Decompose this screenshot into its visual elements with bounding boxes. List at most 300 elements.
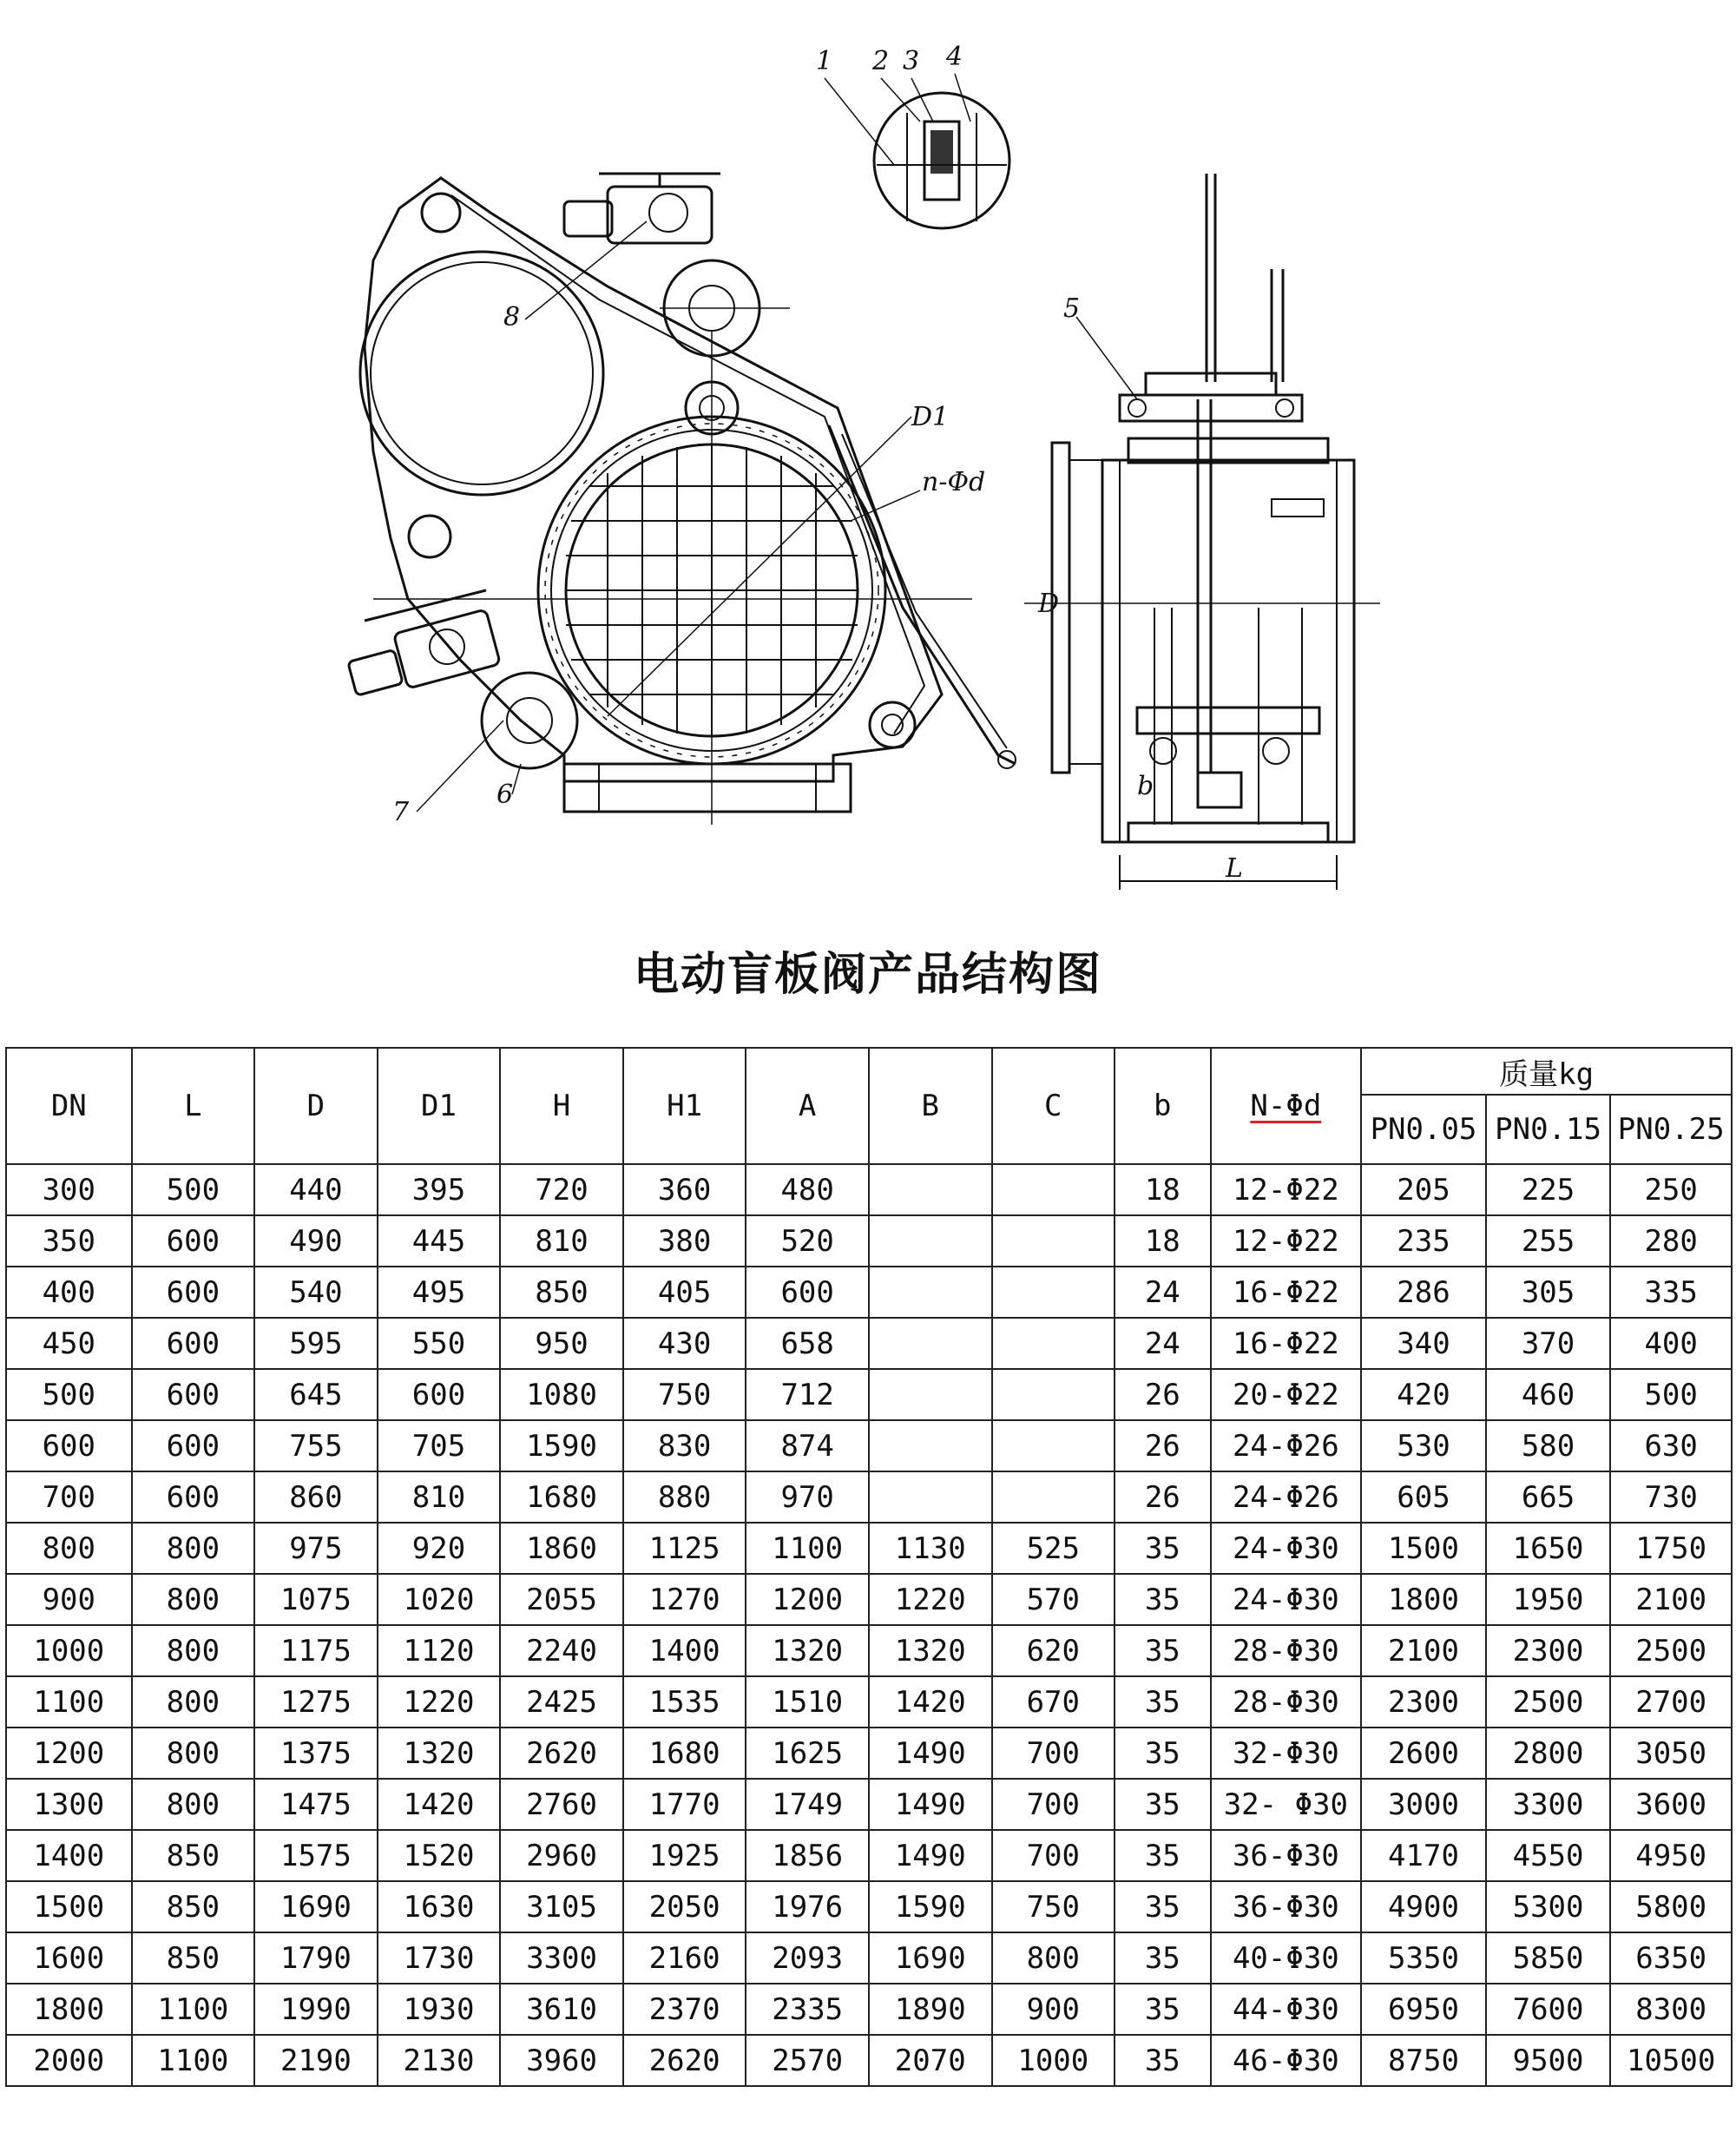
cell-d1: 2130 [378, 2035, 501, 2086]
table-row [6, 1215, 1732, 1267]
cell-c [992, 1420, 1115, 1471]
cell-mass-pn015: 4550 [1486, 1830, 1611, 1881]
cell-h: 2960 [500, 1830, 623, 1881]
cell-b-upper: 1490 [869, 1830, 992, 1881]
spec-table [5, 1047, 1733, 2087]
cell-h: 2240 [500, 1625, 623, 1676]
cell-b-lower: 35 [1115, 1984, 1210, 2035]
spec-table-body [6, 1164, 1732, 2086]
cell-n-phi-d: 12-Φ22 [1211, 1164, 1362, 1215]
cell-d: 1575 [254, 1830, 378, 1881]
cell-b-lower: 18 [1115, 1215, 1210, 1267]
cell-b-upper [869, 1369, 992, 1420]
cell-d: 1990 [254, 1984, 378, 2035]
dim-label-n-phi-d: n-Φd [922, 467, 986, 497]
cell-n-phi-d: 28-Φ30 [1211, 1625, 1362, 1676]
cell-h1: 2620 [623, 2035, 746, 2086]
cell-d: 595 [254, 1318, 378, 1369]
cell-b-upper: 1590 [869, 1881, 992, 1932]
cell-h1: 380 [623, 1215, 746, 1267]
page-title: 电动盲板阀产品结构图 [633, 949, 1102, 1001]
cell-b-lower: 18 [1115, 1164, 1210, 1215]
cell-mass-pn005: 1800 [1361, 1574, 1486, 1625]
cell-d: 860 [254, 1471, 378, 1523]
cell-c [992, 1471, 1115, 1523]
cell-n-phi-d: 24-Φ30 [1211, 1523, 1362, 1574]
cell-h1: 2370 [623, 1984, 746, 2035]
cell-h1: 1925 [623, 1830, 746, 1881]
cell-b-lower: 35 [1115, 1676, 1210, 1728]
cell-mass-pn005: 605 [1361, 1471, 1486, 1523]
cell-b-upper: 1490 [869, 1779, 992, 1830]
cell-b-lower: 24 [1115, 1318, 1210, 1369]
cell-b-upper: 1220 [869, 1574, 992, 1625]
cell-mass-pn025: 630 [1610, 1420, 1732, 1471]
cell-d: 540 [254, 1267, 378, 1318]
cell-d1: 1930 [378, 1984, 501, 2035]
cell-mass-pn025: 335 [1610, 1267, 1732, 1318]
cell-dn: 600 [6, 1420, 132, 1471]
cell-mass-pn005: 3000 [1361, 1779, 1486, 1830]
header-pn025: PN0.25 [1610, 1095, 1732, 1164]
cell-l: 800 [132, 1625, 255, 1676]
cell-c [992, 1215, 1115, 1267]
header-b-lower: b [1115, 1048, 1210, 1164]
cell-mass-pn025: 1750 [1610, 1523, 1732, 1574]
cell-mass-pn025: 3050 [1610, 1728, 1732, 1779]
table-row [6, 1676, 1732, 1728]
cell-mass-pn015: 255 [1486, 1215, 1611, 1267]
table-row [6, 1164, 1732, 1215]
cell-d1: 810 [378, 1471, 501, 1523]
cell-d: 1275 [254, 1676, 378, 1728]
callout-5: 5 [1063, 293, 1081, 324]
cell-c: 800 [992, 1932, 1115, 1984]
header-pn015: PN0.15 [1486, 1095, 1611, 1164]
cell-n-phi-d: 24-Φ26 [1211, 1471, 1362, 1523]
cell-n-phi-d: 24-Φ30 [1211, 1574, 1362, 1625]
cell-n-phi-d: 16-Φ22 [1211, 1318, 1362, 1369]
cell-h: 3300 [500, 1932, 623, 1984]
cell-b-lower: 35 [1115, 1728, 1210, 1779]
cell-d1: 1120 [378, 1625, 501, 1676]
cell-h: 950 [500, 1318, 623, 1369]
cell-dn: 1300 [6, 1779, 132, 1830]
cell-h: 3610 [500, 1984, 623, 2035]
cell-mass-pn025: 2700 [1610, 1676, 1732, 1728]
cell-l: 500 [132, 1164, 255, 1215]
cell-a: 520 [746, 1215, 869, 1267]
cell-mass-pn015: 5300 [1486, 1881, 1611, 1932]
cell-dn: 900 [6, 1574, 132, 1625]
cell-h1: 360 [623, 1164, 746, 1215]
cell-a: 1320 [746, 1625, 869, 1676]
cell-l: 800 [132, 1676, 255, 1728]
cell-mass-pn015: 1650 [1486, 1523, 1611, 1574]
cell-mass-pn025: 4950 [1610, 1830, 1732, 1881]
cell-b-lower: 26 [1115, 1471, 1210, 1523]
cell-a: 1976 [746, 1881, 869, 1932]
cell-mass-pn005: 6950 [1361, 1984, 1486, 2035]
cell-b-upper: 1420 [869, 1676, 992, 1728]
cell-h: 3960 [500, 2035, 623, 2086]
cell-dn: 1600 [6, 1932, 132, 1984]
cell-d: 645 [254, 1369, 378, 1420]
cell-a: 600 [746, 1267, 869, 1318]
cell-c: 700 [992, 1830, 1115, 1881]
cell-mass-pn005: 530 [1361, 1420, 1486, 1471]
callout-4: 4 [946, 42, 963, 72]
cell-c: 700 [992, 1728, 1115, 1779]
cell-a: 874 [746, 1420, 869, 1471]
cell-d1: 1730 [378, 1932, 501, 1984]
cell-n-phi-d: 40-Φ30 [1211, 1932, 1362, 1984]
cell-mass-pn025: 280 [1610, 1215, 1732, 1267]
header-d1: D1 [378, 1048, 501, 1164]
cell-a: 1100 [746, 1523, 869, 1574]
cell-d: 1790 [254, 1932, 378, 1984]
cell-dn: 1100 [6, 1676, 132, 1728]
cell-dn: 1800 [6, 1984, 132, 2035]
cell-d1: 495 [378, 1267, 501, 1318]
table-row [6, 1984, 1732, 2035]
header-h: H [500, 1048, 623, 1164]
cell-d1: 600 [378, 1369, 501, 1420]
header-l: L [132, 1048, 255, 1164]
cell-h1: 1270 [623, 1574, 746, 1625]
callout-1: 1 [816, 46, 833, 76]
cell-b-upper [869, 1420, 992, 1471]
cell-l: 600 [132, 1471, 255, 1523]
cell-l: 850 [132, 1830, 255, 1881]
cell-dn: 400 [6, 1267, 132, 1318]
cell-l: 800 [132, 1523, 255, 1574]
cell-h: 1080 [500, 1369, 623, 1420]
cell-h1: 1535 [623, 1676, 746, 1728]
cell-mass-pn025: 500 [1610, 1369, 1732, 1420]
cell-b-lower: 26 [1115, 1369, 1210, 1420]
cell-c: 570 [992, 1574, 1115, 1625]
cell-b-upper [869, 1318, 992, 1369]
cell-d1: 1320 [378, 1728, 501, 1779]
cell-d1: 1420 [378, 1779, 501, 1830]
cell-mass-pn005: 4900 [1361, 1881, 1486, 1932]
cell-dn: 800 [6, 1523, 132, 1574]
cell-d1: 920 [378, 1523, 501, 1574]
cell-dn: 300 [6, 1164, 132, 1215]
cell-b-upper: 2070 [869, 2035, 992, 2086]
cell-n-phi-d: 36-Φ30 [1211, 1881, 1362, 1932]
cell-l: 800 [132, 1779, 255, 1830]
cell-dn: 2000 [6, 2035, 132, 2086]
cell-l: 850 [132, 1881, 255, 1932]
cell-dn: 1200 [6, 1728, 132, 1779]
cell-n-phi-d: 20-Φ22 [1211, 1369, 1362, 1420]
side-view [1024, 174, 1380, 890]
cell-h1: 830 [623, 1420, 746, 1471]
cell-mass-pn005: 2600 [1361, 1728, 1486, 1779]
cell-mass-pn015: 9500 [1486, 2035, 1611, 2086]
cell-l: 1100 [132, 2035, 255, 2086]
table-row [6, 1881, 1732, 1932]
header-c: C [992, 1048, 1115, 1164]
header-n-phi-d [1211, 1048, 1362, 1164]
cell-mass-pn025: 2500 [1610, 1625, 1732, 1676]
cell-b-upper [869, 1471, 992, 1523]
cell-l: 800 [132, 1574, 255, 1625]
cell-d1: 705 [378, 1420, 501, 1471]
cell-a: 1200 [746, 1574, 869, 1625]
cell-a: 1510 [746, 1676, 869, 1728]
cell-b-upper [869, 1164, 992, 1215]
cell-d: 755 [254, 1420, 378, 1471]
cell-b-upper [869, 1215, 992, 1267]
cell-h: 720 [500, 1164, 623, 1215]
cell-mass-pn015: 580 [1486, 1420, 1611, 1471]
cell-l: 850 [132, 1932, 255, 1984]
cell-dn: 350 [6, 1215, 132, 1267]
cell-mass-pn025: 250 [1610, 1164, 1732, 1215]
cell-a: 480 [746, 1164, 869, 1215]
cell-l: 600 [132, 1420, 255, 1471]
cell-l: 600 [132, 1215, 255, 1267]
cell-l: 600 [132, 1318, 255, 1369]
cell-mass-pn015: 7600 [1486, 1984, 1611, 2035]
cell-mass-pn015: 305 [1486, 1267, 1611, 1318]
detail-view [816, 42, 1009, 228]
callout-8: 8 [503, 302, 521, 332]
cell-b-lower: 35 [1115, 1523, 1210, 1574]
cell-h: 2620 [500, 1728, 623, 1779]
cell-mass-pn025: 730 [1610, 1471, 1732, 1523]
cell-c [992, 1369, 1115, 1420]
dim-label-l: L [1226, 853, 1243, 884]
cell-mass-pn025: 2100 [1610, 1574, 1732, 1625]
cell-d1: 1220 [378, 1676, 501, 1728]
cell-h: 1860 [500, 1523, 623, 1574]
cell-dn: 1000 [6, 1625, 132, 1676]
cell-d: 1175 [254, 1625, 378, 1676]
cell-n-phi-d: 12-Φ22 [1211, 1215, 1362, 1267]
cell-dn: 1500 [6, 1881, 132, 1932]
valve-structure-drawing [0, 0, 1736, 920]
cell-mass-pn005: 286 [1361, 1267, 1486, 1318]
cell-d: 1375 [254, 1728, 378, 1779]
cell-mass-pn005: 2100 [1361, 1625, 1486, 1676]
cell-c [992, 1267, 1115, 1318]
cell-d: 1075 [254, 1574, 378, 1625]
cell-mass-pn005: 340 [1361, 1318, 1486, 1369]
cell-h1: 1125 [623, 1523, 746, 1574]
callout-6: 6 [496, 780, 514, 810]
cell-a: 658 [746, 1318, 869, 1369]
cell-d1: 1520 [378, 1830, 501, 1881]
cell-h: 3105 [500, 1881, 623, 1932]
cell-c [992, 1164, 1115, 1215]
cell-mass-pn025: 6350 [1610, 1932, 1732, 1984]
table-row [6, 1728, 1732, 1779]
cell-mass-pn005: 235 [1361, 1215, 1486, 1267]
dim-label-b: b [1137, 771, 1154, 801]
cell-a: 970 [746, 1471, 869, 1523]
cell-h: 2055 [500, 1574, 623, 1625]
cell-mass-pn005: 2300 [1361, 1676, 1486, 1728]
cell-mass-pn025: 3600 [1610, 1779, 1732, 1830]
cell-c: 525 [992, 1523, 1115, 1574]
callout-7: 7 [392, 797, 410, 827]
cell-mass-pn005: 205 [1361, 1164, 1486, 1215]
cell-mass-pn015: 370 [1486, 1318, 1611, 1369]
cell-h1: 1680 [623, 1728, 746, 1779]
cell-d: 440 [254, 1164, 378, 1215]
table-row [6, 1830, 1732, 1881]
header-h1: H1 [623, 1048, 746, 1164]
cell-mass-pn015: 5850 [1486, 1932, 1611, 1984]
cell-mass-pn015: 665 [1486, 1471, 1611, 1523]
cell-l: 800 [132, 1728, 255, 1779]
cell-mass-pn015: 2800 [1486, 1728, 1611, 1779]
cell-d: 2190 [254, 2035, 378, 2086]
header-a: A [746, 1048, 869, 1164]
header-mass: 质量kg [1361, 1048, 1732, 1095]
cell-n-phi-d: 44-Φ30 [1211, 1984, 1362, 2035]
cell-d: 1690 [254, 1881, 378, 1932]
table-row [6, 1369, 1732, 1420]
cell-c: 670 [992, 1676, 1115, 1728]
header-b-upper: B [869, 1048, 992, 1164]
cell-h1: 750 [623, 1369, 746, 1420]
table-row [6, 1471, 1732, 1523]
table-row [6, 1625, 1732, 1676]
cell-h1: 1400 [623, 1625, 746, 1676]
cell-l: 600 [132, 1369, 255, 1420]
cell-h1: 405 [623, 1267, 746, 1318]
cell-b-upper: 1690 [869, 1932, 992, 1984]
cell-mass-pn005: 5350 [1361, 1932, 1486, 1984]
cell-d1: 550 [378, 1318, 501, 1369]
callout-3: 3 [903, 46, 920, 76]
cell-a: 1749 [746, 1779, 869, 1830]
table-row [6, 1574, 1732, 1625]
cell-b-lower: 35 [1115, 1932, 1210, 1984]
cell-n-phi-d: 32-Φ30 [1211, 1728, 1362, 1779]
cell-dn: 500 [6, 1369, 132, 1420]
header-dn: DN [6, 1048, 132, 1164]
cell-l: 1100 [132, 1984, 255, 2035]
cell-mass-pn015: 2500 [1486, 1676, 1611, 1728]
header-d: D [254, 1048, 378, 1164]
header-pn005: PN0.05 [1361, 1095, 1486, 1164]
cell-dn: 1400 [6, 1830, 132, 1881]
callout-2: 2 [872, 46, 890, 76]
cell-b-upper [869, 1267, 992, 1318]
cell-h1: 430 [623, 1318, 746, 1369]
cell-n-phi-d: 46-Φ30 [1211, 2035, 1362, 2086]
cell-d: 975 [254, 1523, 378, 1574]
cell-h1: 880 [623, 1471, 746, 1523]
cell-mass-pn025: 5800 [1610, 1881, 1732, 1932]
header-n-phi-d-text: N-Φd [1250, 1089, 1322, 1123]
cell-mass-pn025: 400 [1610, 1318, 1732, 1369]
cell-l: 600 [132, 1267, 255, 1318]
cell-a: 2570 [746, 2035, 869, 2086]
cell-b-lower: 35 [1115, 1881, 1210, 1932]
table-row [6, 1779, 1732, 1830]
cell-c [992, 1318, 1115, 1369]
cell-h: 850 [500, 1267, 623, 1318]
cell-b-upper: 1490 [869, 1728, 992, 1779]
cell-b-lower: 35 [1115, 1625, 1210, 1676]
table-row [6, 1267, 1732, 1318]
dim-label-d: D [1038, 589, 1060, 619]
cell-b-upper: 1320 [869, 1625, 992, 1676]
cell-c: 1000 [992, 2035, 1115, 2086]
cell-mass-pn005: 420 [1361, 1369, 1486, 1420]
cell-n-phi-d: 24-Φ26 [1211, 1420, 1362, 1471]
cell-c: 900 [992, 1984, 1115, 2035]
cell-mass-pn015: 1950 [1486, 1574, 1611, 1625]
cell-n-phi-d: 28-Φ30 [1211, 1676, 1362, 1728]
cell-b-lower: 26 [1115, 1420, 1210, 1471]
cell-mass-pn015: 2300 [1486, 1625, 1611, 1676]
cell-dn: 450 [6, 1318, 132, 1369]
cell-h: 2425 [500, 1676, 623, 1728]
cell-d: 1475 [254, 1779, 378, 1830]
cell-mass-pn015: 225 [1486, 1164, 1611, 1215]
front-view [348, 174, 1016, 827]
cell-h1: 2050 [623, 1881, 746, 1932]
cell-a: 1625 [746, 1728, 869, 1779]
cell-h: 2760 [500, 1779, 623, 1830]
table-row [6, 1318, 1732, 1369]
cell-dn: 700 [6, 1471, 132, 1523]
cell-n-phi-d: 36-Φ30 [1211, 1830, 1362, 1881]
cell-d1: 445 [378, 1215, 501, 1267]
cell-h1: 2160 [623, 1932, 746, 1984]
cell-c: 700 [992, 1779, 1115, 1830]
cell-d1: 395 [378, 1164, 501, 1215]
cell-mass-pn025: 10500 [1610, 2035, 1732, 2086]
table-row [6, 2035, 1732, 2086]
cell-h: 1680 [500, 1471, 623, 1523]
cell-b-lower: 24 [1115, 1267, 1210, 1318]
cell-b-lower: 35 [1115, 1830, 1210, 1881]
cell-mass-pn015: 3300 [1486, 1779, 1611, 1830]
cell-d1: 1020 [378, 1574, 501, 1625]
cell-c: 620 [992, 1625, 1115, 1676]
cell-mass-pn025: 8300 [1610, 1984, 1732, 2035]
cell-n-phi-d: 16-Φ22 [1211, 1267, 1362, 1318]
dim-label-d1: D1 [911, 402, 950, 432]
table-row [6, 1420, 1732, 1471]
cell-h: 810 [500, 1215, 623, 1267]
cell-a: 2335 [746, 1984, 869, 2035]
cell-d1: 1630 [378, 1881, 501, 1932]
cell-h: 1590 [500, 1420, 623, 1471]
cell-a: 1856 [746, 1830, 869, 1881]
cell-mass-pn005: 4170 [1361, 1830, 1486, 1881]
cell-mass-pn015: 460 [1486, 1369, 1611, 1420]
cell-b-lower: 35 [1115, 2035, 1210, 2086]
cell-h1: 1770 [623, 1779, 746, 1830]
cell-mass-pn005: 1500 [1361, 1523, 1486, 1574]
cell-d: 490 [254, 1215, 378, 1267]
cell-b-upper: 1890 [869, 1984, 992, 2035]
cell-c: 750 [992, 1881, 1115, 1932]
cell-a: 712 [746, 1369, 869, 1420]
cell-b-lower: 35 [1115, 1779, 1210, 1830]
cell-b-upper: 1130 [869, 1523, 992, 1574]
